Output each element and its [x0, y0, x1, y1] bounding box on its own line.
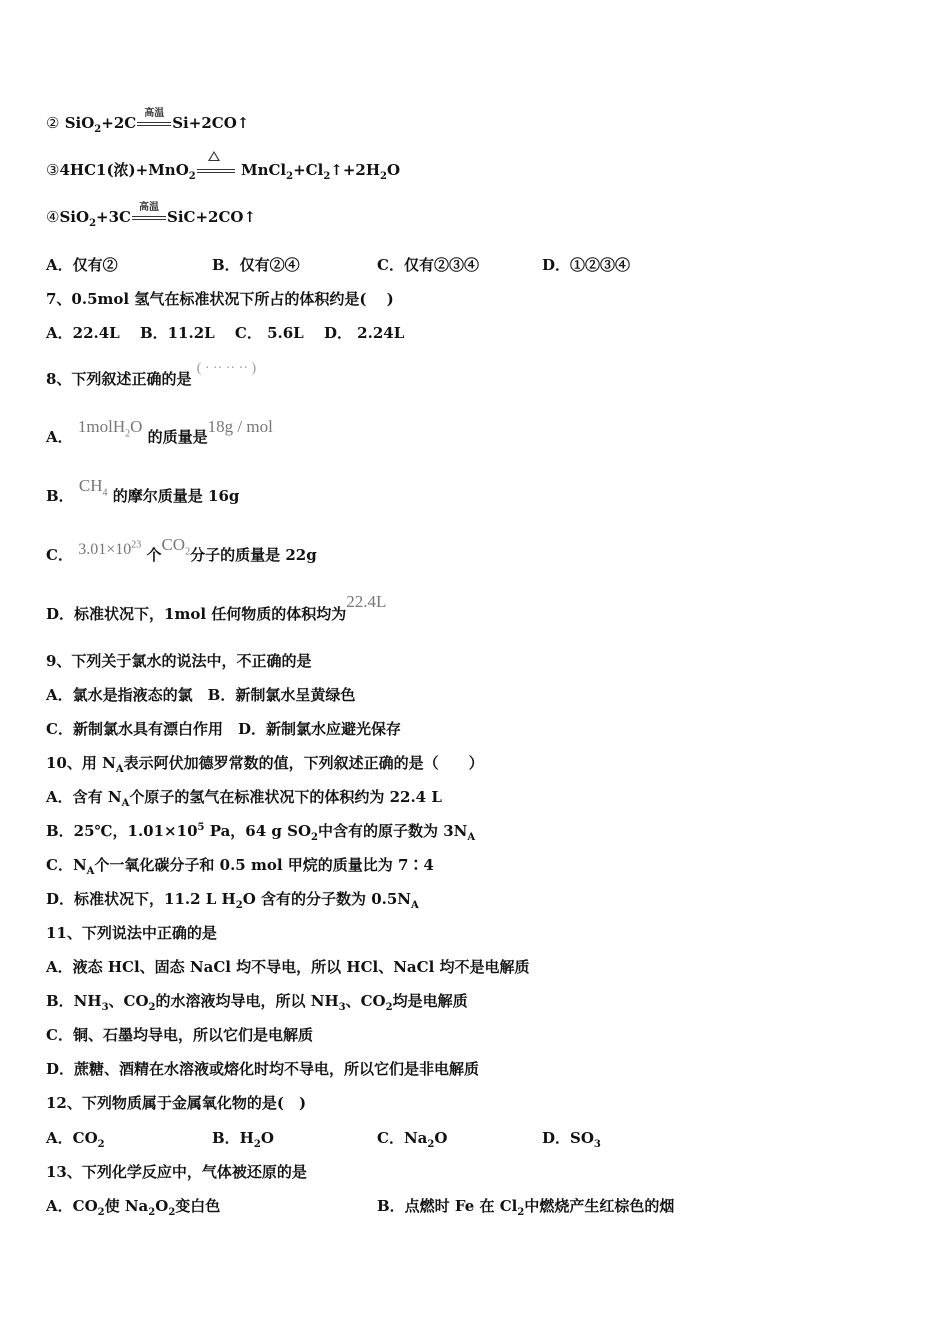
high-temp-condition: [137, 108, 171, 134]
option-label: B．: [46, 487, 74, 505]
option-text: 的摩尔质量是 16g: [112, 487, 240, 505]
subscript: 2: [185, 546, 191, 558]
q13-option-a[interactable]: [46, 1195, 220, 1216]
subscript: 2: [148, 1002, 156, 1013]
subscript: 2: [188, 171, 196, 182]
subscript: 2: [97, 1207, 105, 1218]
product: O: [387, 161, 401, 179]
option-text: 均是电解质: [392, 992, 468, 1010]
option-text: B．NH: [46, 992, 102, 1010]
q7-options[interactable]: A．22.4L B．11.2L C． 5.6L D． 2.24L: [46, 324, 405, 342]
option-text: 分子的质量是 22g: [190, 546, 317, 564]
product: SiC+2CO↑: [166, 208, 257, 226]
option-text: B．H: [212, 1129, 254, 1147]
reaction-number: ③: [46, 161, 60, 179]
q13-option-b[interactable]: [377, 1195, 674, 1216]
q9-options-ab[interactable]: A．氯水是指液态的氯 B．新制氯水呈黄绿色: [46, 686, 356, 704]
option-text: 个原子的氢气在标准状况下的体积约为 22.4 L: [129, 788, 442, 806]
heat-condition: [197, 159, 235, 181]
option-text: 的质量是: [147, 428, 208, 446]
option-text: 变白色: [175, 1197, 221, 1215]
q6-option-d[interactable]: D．①②③④: [542, 256, 631, 274]
q8-option-c[interactable]: [46, 535, 317, 567]
q10-option-b[interactable]: [46, 820, 475, 842]
q12-option-d[interactable]: [542, 1127, 601, 1148]
subscript: A: [86, 866, 95, 877]
q11-option-a[interactable]: A．液态 HCl、固态 NaCl 均不导电，所以 HCl、NaCl 均不是电解质: [46, 958, 530, 976]
subscript: A: [411, 900, 419, 911]
product: Si+2CO↑: [172, 114, 250, 132]
option-text: B．点燃时 Fe 在 Cl: [377, 1197, 518, 1215]
question-text: 10、用 N: [46, 754, 116, 772]
q12-option-c[interactable]: [377, 1127, 447, 1148]
subscript: A: [121, 798, 130, 809]
option-text: O 含有的分子数为 0.5N: [242, 890, 412, 908]
formula: [77, 417, 143, 440]
option-text: 个一氧化碳分子和 0.5 mol 甲烷的质量比为 7∶4: [94, 856, 434, 874]
reactant: SiO: [64, 114, 95, 132]
q10-option-d[interactable]: [46, 888, 419, 910]
reactant: 4HC1(浓)+MnO: [59, 161, 189, 179]
subscript: 2: [89, 218, 97, 229]
product: +Cl: [293, 161, 324, 179]
subscript: 2: [94, 124, 102, 135]
q12-stem: 12、下列物质属于金属氧化物的是( ): [46, 1094, 307, 1112]
option-text: O: [155, 1197, 169, 1215]
subscript: 2: [253, 1139, 261, 1150]
q6-option-b[interactable]: B．仅有②④: [212, 256, 300, 274]
formula-part: O: [130, 417, 143, 436]
subscript: 2: [148, 1207, 156, 1218]
formula-part: CH: [78, 476, 103, 495]
option-text: O: [434, 1129, 448, 1147]
option-label: C．: [46, 546, 73, 564]
option-text: B．25℃，1.01×10: [46, 822, 198, 840]
reaction-number: ④: [46, 208, 60, 226]
formula: [161, 535, 191, 558]
product: MnCl: [235, 161, 287, 179]
option-text: 个: [146, 546, 162, 564]
q7-stem: 7、0.5mol 氢气在标准状况下所占的体积约是( ): [46, 290, 394, 308]
option-text: A．CO: [46, 1129, 98, 1147]
formula: [78, 541, 141, 558]
subscript: 3: [101, 1002, 109, 1013]
reactant: SiO: [59, 208, 90, 226]
subscript: 2: [323, 171, 331, 182]
formula-part: CO: [161, 535, 186, 554]
condition-label: 高温: [138, 202, 159, 213]
product: ↑+2H: [330, 161, 381, 179]
subscript: A: [467, 832, 476, 843]
reaction-number: ②: [46, 114, 60, 132]
option-text: O: [260, 1129, 274, 1147]
option-text: 、CO: [345, 992, 386, 1010]
q6-option-c[interactable]: C．仅有②③④: [377, 256, 479, 274]
q8-option-a[interactable]: [46, 417, 273, 448]
q11-option-b[interactable]: [46, 990, 468, 1012]
formula-part: 3.01×10: [78, 541, 132, 558]
subscript: 2: [517, 1207, 525, 1218]
q8-option-b[interactable]: [46, 476, 240, 507]
option-text: Pa，64 g SO: [204, 822, 312, 840]
question-text: 表示阿伏加德罗常数的值，下列叙述正确的是（ ）: [123, 754, 484, 772]
condition-label: 高温: [144, 108, 165, 119]
q8-option-d[interactable]: [46, 592, 387, 625]
subscript: 2: [385, 1002, 393, 1013]
option-text: 中燃烧产生红棕色的烟: [524, 1197, 675, 1215]
option-text: 的水溶液均导电，所以 NH: [155, 992, 339, 1010]
formula: 18g / mol: [207, 417, 273, 436]
reaction-3: [46, 159, 400, 181]
option-text: A．CO: [46, 1197, 98, 1215]
subscript: 4: [102, 487, 108, 499]
q13-stem: 13、下列化学反应中，气体被还原的是: [46, 1163, 307, 1181]
delta-icon: [208, 151, 220, 161]
formula: [78, 476, 108, 499]
q8-stem: [46, 361, 257, 392]
subscript: 3: [593, 1139, 601, 1150]
q10-option-c[interactable]: [46, 854, 434, 876]
subscript: A: [115, 764, 124, 775]
option-text: A．含有 N: [46, 788, 122, 806]
subscript: 2: [380, 171, 387, 182]
reaction-2: [46, 108, 250, 135]
superscript: 5: [197, 822, 205, 833]
reactant: +2C: [101, 114, 137, 132]
option-text: 、CO: [108, 992, 149, 1010]
subscript: 2: [125, 428, 131, 440]
subscript: 2: [427, 1139, 435, 1150]
subscript: 3: [338, 1002, 346, 1013]
q11-option-c[interactable]: C．铜、石墨均导电，所以它们是电解质: [46, 1026, 313, 1044]
option-text: D．标准状况下，11.2 L H: [46, 890, 236, 908]
q12-option-a[interactable]: [46, 1127, 105, 1148]
subscript: 2: [168, 1207, 176, 1218]
formula: 22.4L: [346, 592, 387, 611]
subscript: 2: [235, 900, 243, 911]
option-text: C．N: [46, 856, 87, 874]
option-text: D．标准状况下，1mol 任何物质的体积均为: [46, 605, 347, 623]
q10-stem: [46, 752, 484, 774]
subscript: 2: [97, 1139, 105, 1150]
formula-part: 1molH: [77, 417, 126, 436]
option-text: D．SO: [542, 1129, 594, 1147]
superscript: 23: [131, 539, 142, 551]
reactant: +3C: [96, 208, 131, 226]
option-label: A．: [46, 428, 73, 446]
option-text: 中含有的原子数为 3N: [317, 822, 468, 840]
option-text: C．Na: [377, 1129, 428, 1147]
high-temp-condition: [132, 202, 166, 228]
subscript: 2: [311, 832, 318, 843]
q10-option-a[interactable]: [46, 786, 442, 808]
q12-option-b[interactable]: [212, 1127, 274, 1148]
q6-option-a[interactable]: A．仅有②: [46, 256, 118, 274]
subscript: 2: [286, 171, 294, 182]
q9-stem: 9、下列关于氯水的说法中，不正确的是: [46, 652, 312, 670]
q9-options-cd[interactable]: C．新制氯水具有漂白作用 D．新制氯水应避光保存: [46, 720, 401, 738]
reaction-4: [46, 202, 257, 229]
option-text: 使 Na: [104, 1197, 149, 1215]
question-text: 8、下列叙述正确的是: [46, 370, 192, 388]
q11-stem: 11、下列说法中正确的是: [46, 924, 217, 942]
q11-option-d[interactable]: D．蔗糖、酒精在水溶液或熔化时均不导电，所以它们是非电解质: [46, 1060, 480, 1078]
blank-paren: ( · ·· ·· ·· ): [196, 361, 257, 376]
